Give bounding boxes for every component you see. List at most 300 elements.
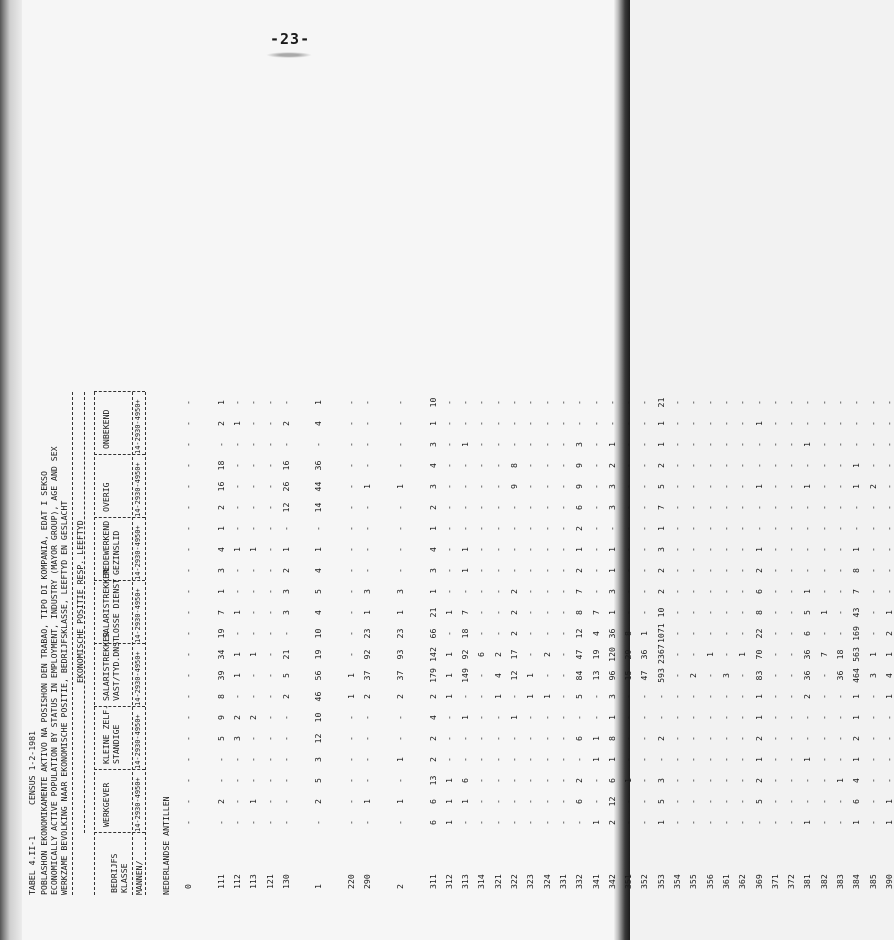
table-cell: -: [851, 505, 862, 510]
table-cell: -: [606, 526, 617, 531]
table-cell: -: [672, 400, 682, 405]
table-cell: -: [720, 421, 731, 426]
table-cell: -: [704, 484, 715, 489]
table-cell: 2: [280, 568, 291, 573]
table-cell: 1: [215, 400, 226, 405]
table-cell: 1: [606, 757, 617, 762]
table-cell: -: [476, 400, 487, 405]
table-cell: -: [346, 442, 356, 447]
table-cell: 169: [851, 626, 862, 641]
table-cell: 29: [623, 649, 634, 660]
group-divider: [94, 454, 145, 455]
table-cell: -: [851, 442, 862, 447]
row-code: 356: [704, 874, 715, 889]
table-cell: -: [541, 673, 552, 678]
table-cell: 43: [851, 607, 862, 618]
table-cell: -: [672, 505, 682, 510]
table-cell: -: [883, 400, 894, 405]
table-cell: 1: [851, 715, 862, 720]
row-code: 352: [639, 874, 650, 889]
table-cell: -: [590, 526, 601, 531]
table-cell: -: [525, 421, 536, 426]
table-cell: 1: [394, 799, 405, 804]
table-cell: -: [509, 505, 519, 510]
table-cell: -: [525, 463, 536, 468]
table-cell: -: [248, 589, 259, 594]
table-cell: -: [639, 526, 650, 531]
table-cell: -: [672, 442, 682, 447]
table-cell: -: [688, 568, 699, 573]
table-cell: -: [623, 799, 634, 804]
table-cell: -: [769, 568, 780, 573]
group-label: GEZINSLID: [111, 530, 121, 575]
table-cell: -: [264, 736, 275, 741]
age-header: 14-29: [134, 432, 142, 454]
table-cell: -: [835, 421, 845, 426]
table-cell: 149: [460, 668, 471, 683]
table-cell: 4: [313, 421, 324, 426]
age-header: 30-49: [134, 600, 142, 622]
table-cell: -: [248, 757, 259, 762]
table-cell: 5: [753, 799, 764, 804]
table-cell: -: [492, 547, 503, 552]
table-cell: -: [786, 463, 797, 468]
table-cell: -: [183, 589, 193, 594]
table-cell: 1: [802, 757, 813, 762]
table-cell: 3: [655, 547, 666, 552]
table-cell: 1: [639, 631, 650, 636]
table-cell: -: [443, 526, 454, 531]
table-cell: -: [786, 568, 797, 573]
table-cell: 1: [818, 610, 829, 615]
table-cell: -: [802, 715, 813, 720]
table-cell: 3: [394, 589, 405, 594]
table-cell: -: [835, 799, 845, 804]
table-cell: -: [786, 715, 797, 720]
table-cell: -: [541, 778, 552, 783]
table-cell: -: [720, 757, 731, 762]
table-cell: -: [753, 526, 764, 531]
table-cell: -: [394, 547, 405, 552]
table-cell: 1: [509, 715, 519, 720]
table-cell: -: [639, 694, 650, 699]
table-cell: 8: [509, 463, 519, 468]
table-cell: -: [346, 799, 356, 804]
table-cell: -: [476, 757, 487, 762]
age-header: 30-49: [134, 537, 142, 559]
table-cell: -: [346, 421, 356, 426]
table-cell: -: [509, 778, 519, 783]
table-cell: -: [639, 400, 650, 405]
table-cell: -: [248, 673, 259, 678]
table-cell: 2: [655, 736, 666, 741]
table-cell: -: [590, 463, 601, 468]
table-cell: 1: [606, 568, 617, 573]
table-cell: 66: [427, 628, 438, 639]
table-cell: -: [883, 715, 894, 720]
table-cell: -: [769, 673, 780, 678]
table-cell: 1: [280, 547, 291, 552]
table-cell: -: [509, 421, 519, 426]
table-cell: 23: [394, 628, 405, 639]
table-cell: -: [704, 547, 715, 552]
page-number: -23-: [270, 30, 311, 48]
table-cell: -: [346, 652, 356, 657]
table-cell: -: [264, 505, 275, 510]
table-cell: -: [639, 505, 650, 510]
table-cell: -: [818, 526, 829, 531]
table-cell: -: [280, 757, 291, 762]
table-cell: 2: [509, 631, 519, 636]
table-cell: -: [769, 484, 780, 489]
table-cell: 1: [753, 484, 764, 489]
table-cell: -: [264, 589, 275, 594]
table-cell: -: [672, 568, 682, 573]
table-cell: -: [557, 568, 568, 573]
table-cell: -: [264, 778, 275, 783]
table-cell: -: [753, 463, 764, 468]
table-cell: 26: [280, 481, 291, 492]
table-cell: -: [835, 610, 845, 615]
table-cell: -: [492, 736, 503, 741]
top-header: EKONOMISCHE POSITIE RESP. LEEFTYD: [75, 520, 85, 683]
table-cell: -: [720, 820, 731, 825]
sex-label: MANNEN/: [134, 860, 144, 895]
table-cell: -: [557, 442, 568, 447]
table-cell: 1: [362, 610, 373, 615]
table-cell: 5: [313, 589, 324, 594]
table-cell: 7: [655, 505, 666, 510]
table-cell: -: [590, 505, 601, 510]
table-cell: -: [525, 652, 536, 657]
table-cell: 18: [215, 460, 226, 471]
table-cell: -: [737, 568, 748, 573]
row-code: 331: [557, 874, 568, 889]
table-cell: -: [183, 673, 193, 678]
table-cell: -: [769, 820, 780, 825]
table-cell: -: [867, 799, 878, 804]
table-cell: 1: [427, 421, 438, 426]
table-cell: -: [883, 484, 894, 489]
table-cell: -: [639, 547, 650, 552]
group-divider: [94, 832, 145, 833]
row-code: 130: [280, 874, 291, 889]
table-cell: -: [280, 778, 291, 783]
group-label: VAST/TYD.DNST: [111, 636, 121, 701]
table-cell: -: [867, 547, 878, 552]
table-cell: 4: [883, 673, 894, 678]
table-cell: -: [786, 442, 797, 447]
table-cell: 1: [835, 778, 845, 783]
table-cell: -: [720, 736, 731, 741]
table-cell: -: [215, 820, 226, 825]
row-code: 314: [476, 874, 487, 889]
table-cell: -: [802, 736, 813, 741]
table-cell: -: [248, 505, 259, 510]
table-cell: -: [492, 463, 503, 468]
table-cell: 1: [753, 757, 764, 762]
table-cell: -: [720, 463, 731, 468]
table-cell: 2: [394, 694, 405, 699]
table-cell: -: [818, 799, 829, 804]
table-cell: 37: [362, 670, 373, 681]
table-cell: -: [737, 757, 748, 762]
table-cell: -: [704, 400, 715, 405]
table-cell: -: [264, 463, 275, 468]
table-cell: -: [231, 589, 242, 594]
table-cell: -: [362, 778, 373, 783]
table-cell: -: [688, 610, 699, 615]
table-cell: -: [688, 463, 699, 468]
table-cell: -: [704, 715, 715, 720]
table-cell: -: [835, 568, 845, 573]
table-cell: 3: [427, 568, 438, 573]
table-cell: -: [264, 757, 275, 762]
table-cell: -: [590, 778, 601, 783]
table-cell: 3: [215, 568, 226, 573]
table-cell: -: [231, 463, 242, 468]
table-cell: 6: [851, 799, 862, 804]
table-cell: -: [476, 799, 487, 804]
table-cell: 10: [427, 397, 438, 408]
table-cell: -: [769, 526, 780, 531]
table-cell: 34: [215, 649, 226, 660]
age-header: 50+: [134, 588, 142, 601]
table-cell: -: [541, 442, 552, 447]
table-cell: -: [802, 400, 813, 405]
table-cell: 4: [427, 547, 438, 552]
table-cell: -: [623, 526, 634, 531]
table-cell: -: [525, 484, 536, 489]
table-cell: -: [346, 568, 356, 573]
table-cell: -: [786, 505, 797, 510]
table-cell: -: [525, 757, 536, 762]
table-cell: 19: [215, 628, 226, 639]
row-code: 321: [492, 874, 503, 889]
table-cell: -: [639, 610, 650, 615]
table-cell: -: [720, 610, 731, 615]
table-cell: -: [590, 400, 601, 405]
table-cell: 19: [590, 649, 601, 660]
table-cell: -: [786, 820, 797, 825]
table-cell: 39: [215, 670, 226, 681]
table-cell: -: [688, 757, 699, 762]
table-cell: 1: [802, 484, 813, 489]
table-cell: -: [313, 442, 324, 447]
age-header: 50+: [134, 525, 142, 538]
table-cell: -: [639, 568, 650, 573]
table-cell: 2: [753, 736, 764, 741]
table-cell: -: [688, 694, 699, 699]
table-cell: -: [704, 736, 715, 741]
table-cell: -: [557, 778, 568, 783]
table-cell: -: [802, 526, 813, 531]
table-cell: -: [443, 568, 454, 573]
table-cell: -: [835, 463, 845, 468]
table-cell: 8: [851, 568, 862, 573]
table-cell: -: [835, 715, 845, 720]
table-cell: 5: [215, 736, 226, 741]
table-cell: 4: [313, 610, 324, 615]
table-cell: -: [883, 589, 894, 594]
table-cell: -: [623, 610, 634, 615]
row-code: 383: [835, 874, 845, 889]
table-cell: -: [802, 421, 813, 426]
table-cell: -: [476, 526, 487, 531]
table-cell: -: [672, 715, 682, 720]
table-cell: -: [818, 400, 829, 405]
table-cell: 5: [802, 610, 813, 615]
table-cell: 4: [427, 463, 438, 468]
table-cell: -: [623, 547, 634, 552]
table-cell: 1: [802, 820, 813, 825]
table-cell: 18: [835, 649, 845, 660]
table-cell: 96: [606, 670, 617, 681]
table-cell: -: [443, 631, 454, 636]
table-cell: -: [802, 505, 813, 510]
table-cell: -: [818, 442, 829, 447]
table-cell: 179: [427, 668, 438, 683]
table-cell: 36: [802, 670, 813, 681]
table-cell: -: [509, 568, 519, 573]
table-cell: 1: [362, 484, 373, 489]
table-cell: -: [688, 820, 699, 825]
table-cell: -: [737, 442, 748, 447]
table-cell: 2: [655, 463, 666, 468]
table-cell: -: [883, 568, 894, 573]
table-cell: 8: [623, 631, 634, 636]
table-cell: -: [280, 820, 291, 825]
table-cell: -: [688, 799, 699, 804]
table-cell: 1: [851, 757, 862, 762]
table-cell: -: [769, 463, 780, 468]
table-cell: 2: [215, 505, 226, 510]
table-cell: -: [264, 484, 275, 489]
stub-header: KLASSE: [119, 863, 129, 893]
table-cell: -: [460, 463, 471, 468]
table-cell: 1: [753, 421, 764, 426]
table-cell: -: [280, 799, 291, 804]
table-cell: -: [639, 442, 650, 447]
group-divider: [94, 391, 145, 392]
table-cell: -: [492, 778, 503, 783]
table-cell: -: [786, 736, 797, 741]
table-cell: 19: [313, 649, 324, 660]
table-cell: 44: [313, 481, 324, 492]
table-cell: 2: [851, 736, 862, 741]
table-cell: 1: [215, 526, 226, 531]
table-cell: 1: [606, 610, 617, 615]
table-cell: -: [183, 736, 193, 741]
table-cell: -: [525, 568, 536, 573]
table-cell: -: [248, 778, 259, 783]
table-cell: 8: [606, 736, 617, 741]
table-cell: 36: [313, 460, 324, 471]
table-cell: 2: [215, 799, 226, 804]
table-cell: 3: [427, 442, 438, 447]
table-cell: -: [851, 526, 862, 531]
table-cell: -: [769, 505, 780, 510]
table-cell: -: [443, 589, 454, 594]
table-cell: -: [183, 505, 193, 510]
table-cell: -: [476, 421, 487, 426]
table-cell: 1: [704, 652, 715, 657]
table-cell: 9: [574, 463, 585, 468]
table-cell: -: [672, 799, 682, 804]
table-cell: -: [639, 799, 650, 804]
table-cell: -: [639, 421, 650, 426]
table-cell: -: [737, 736, 748, 741]
table-cell: -: [346, 484, 356, 489]
table-cell: -: [672, 673, 682, 678]
table-cell: 5: [574, 694, 585, 699]
table-cell: 1: [443, 799, 454, 804]
table-cell: 12: [280, 502, 291, 513]
table-cell: 12: [574, 628, 585, 639]
table-cell: 1: [574, 547, 585, 552]
table-cell: -: [818, 736, 829, 741]
table-cell: -: [264, 526, 275, 531]
table-cell: 2: [867, 484, 878, 489]
table-cell: -: [183, 442, 193, 447]
table-cell: 2: [248, 715, 259, 720]
table-cell: -: [557, 589, 568, 594]
table-cell: -: [867, 463, 878, 468]
group-label: OVERIG: [101, 482, 111, 512]
table-cell: -: [443, 736, 454, 741]
age-header: 50+: [134, 399, 142, 412]
row-code: 371: [769, 874, 780, 889]
table-cell: 8: [215, 694, 226, 699]
table-cell: 1: [394, 610, 405, 615]
table-cell: -: [541, 400, 552, 405]
table-cell: 4: [851, 778, 862, 783]
section-title: NEDERLANDSE ANTILLEN: [161, 796, 171, 895]
table-cell: -: [362, 463, 373, 468]
table-cell: -: [672, 631, 682, 636]
table-cell: 92: [460, 649, 471, 660]
age-header: 50+: [134, 651, 142, 664]
table-cell: -: [525, 505, 536, 510]
table-cell: 3: [655, 778, 666, 783]
table-cell: -: [818, 484, 829, 489]
table-cell: -: [264, 421, 275, 426]
table-cell: -: [215, 778, 226, 783]
table-cell: 2: [574, 526, 585, 531]
row-code: 324: [541, 874, 552, 889]
table-cell: -: [525, 589, 536, 594]
table-cell: -: [509, 694, 519, 699]
table-cell: -: [476, 589, 487, 594]
table-cell: -: [818, 568, 829, 573]
title-line: ECONOMICALLY ACTIVE POPULATION BY STATUS IN EMPLOYMENT, INDUSTRY (MAYOR GROUP), AGE AND SEX: [49, 446, 59, 895]
table-cell: 1: [231, 652, 242, 657]
table-cell: -: [313, 526, 324, 531]
table-cell: -: [443, 400, 454, 405]
age-header: 30-49: [134, 474, 142, 496]
table-cell: -: [574, 421, 585, 426]
table-cell: -: [248, 484, 259, 489]
table-cell: 1: [851, 820, 862, 825]
table-cell: -: [280, 715, 291, 720]
table-cell: -: [623, 505, 634, 510]
table-cell: 9: [509, 484, 519, 489]
table-cell: -: [769, 442, 780, 447]
table-cell: -: [183, 799, 193, 804]
table-cell: 17: [509, 649, 519, 660]
table-cell: -: [443, 547, 454, 552]
table-cell: -: [346, 757, 356, 762]
